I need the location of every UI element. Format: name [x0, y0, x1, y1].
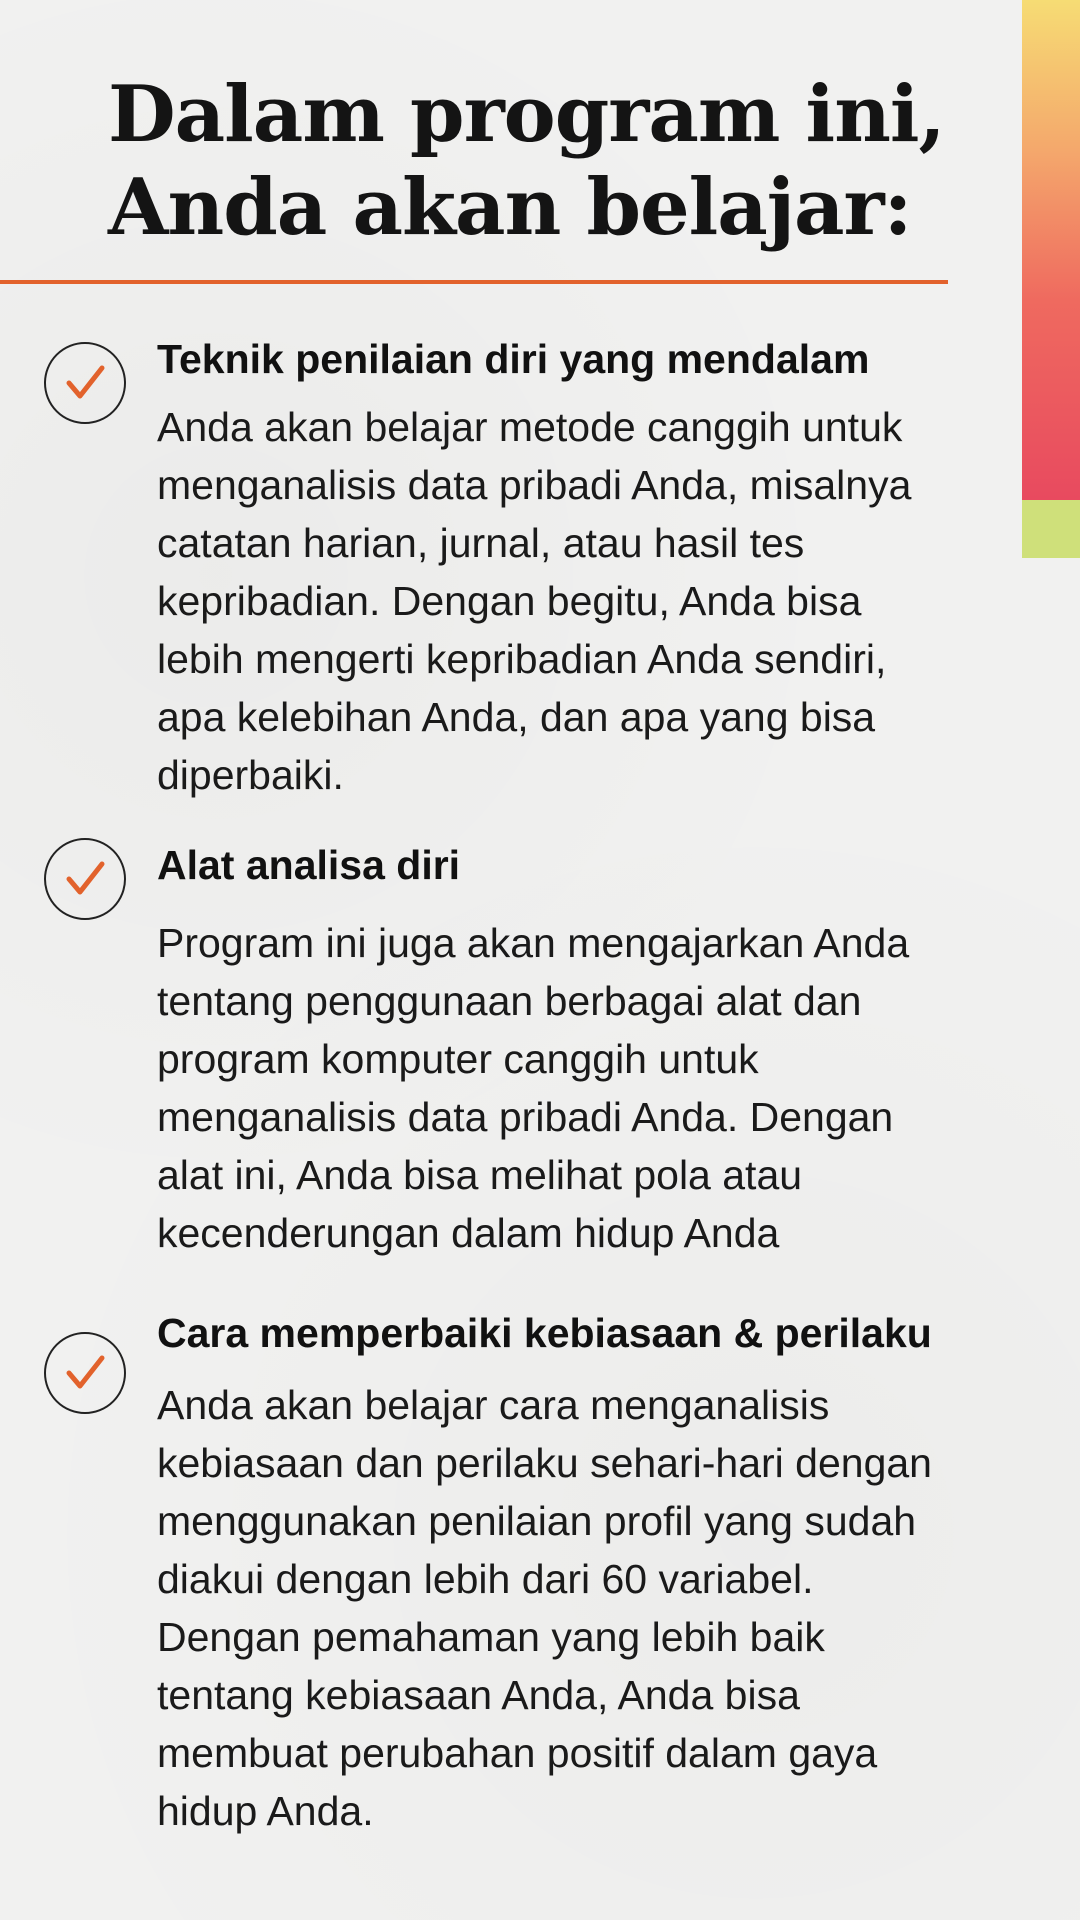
description-line: kecenderungan dalam hidup Anda — [157, 1210, 780, 1256]
description-line: Anda akan belajar cara menganalisis — [157, 1382, 830, 1428]
item-description — [157, 914, 1007, 1262]
description-line: program komputer canggih untuk — [157, 1036, 759, 1082]
item-title: Cara memperbaiki kebiasaan & perilaku — [157, 1310, 932, 1356]
description-line: lebih mengerti kepribadian Anda sendiri, — [157, 636, 887, 682]
page-title — [108, 68, 988, 254]
check-circle-icon — [44, 838, 126, 920]
description-line: tentang penggunaan berbagai alat dan — [157, 978, 862, 1024]
description-line: kebiasaan dan perilaku sehari-hari dengan — [157, 1440, 932, 1486]
accent-green-block — [1022, 500, 1080, 558]
description-line: apa kelebihan Anda, dan apa yang bisa — [157, 694, 876, 740]
description-line: Dengan pemahaman yang lebih baik — [157, 1614, 825, 1660]
title-divider — [0, 280, 948, 284]
item-description — [157, 398, 1007, 804]
description-line: diperbaiki. — [157, 752, 344, 798]
description-line: menggunakan penilaian profil yang sudah — [157, 1498, 917, 1544]
description-line: hidup Anda. — [157, 1788, 374, 1834]
description-line: menganalisis data pribadi Anda. Dengan — [157, 1094, 894, 1140]
check-circle-icon — [44, 342, 126, 424]
description-line: membuat perubahan positif dalam gaya — [157, 1730, 878, 1776]
title-line: Dalam program ini, — [108, 69, 945, 160]
accent-gradient-bar — [1022, 0, 1080, 500]
item-title: Teknik penilaian diri yang mendalam — [157, 336, 870, 382]
description-line: alat ini, Anda bisa melihat pola atau — [157, 1152, 803, 1198]
description-line: Anda akan belajar metode canggih untuk — [157, 404, 903, 450]
description-line: tentang kebiasaan Anda, Anda bisa — [157, 1672, 800, 1718]
title-line: Anda akan belajar: — [108, 162, 912, 253]
description-line: diakui dengan lebih dari 60 variabel. — [157, 1556, 814, 1602]
description-line: catatan harian, jurnal, atau hasil tes — [157, 520, 805, 566]
item-title: Alat analisa diri — [157, 842, 461, 888]
description-line: Program ini juga akan mengajarkan Anda — [157, 920, 910, 966]
item-description — [157, 1376, 1007, 1840]
description-line: kepribadian. Dengan begitu, Anda bisa — [157, 578, 862, 624]
check-circle-icon — [44, 1332, 126, 1414]
description-line: menganalisis data pribadi Anda, misalnya — [157, 462, 912, 508]
